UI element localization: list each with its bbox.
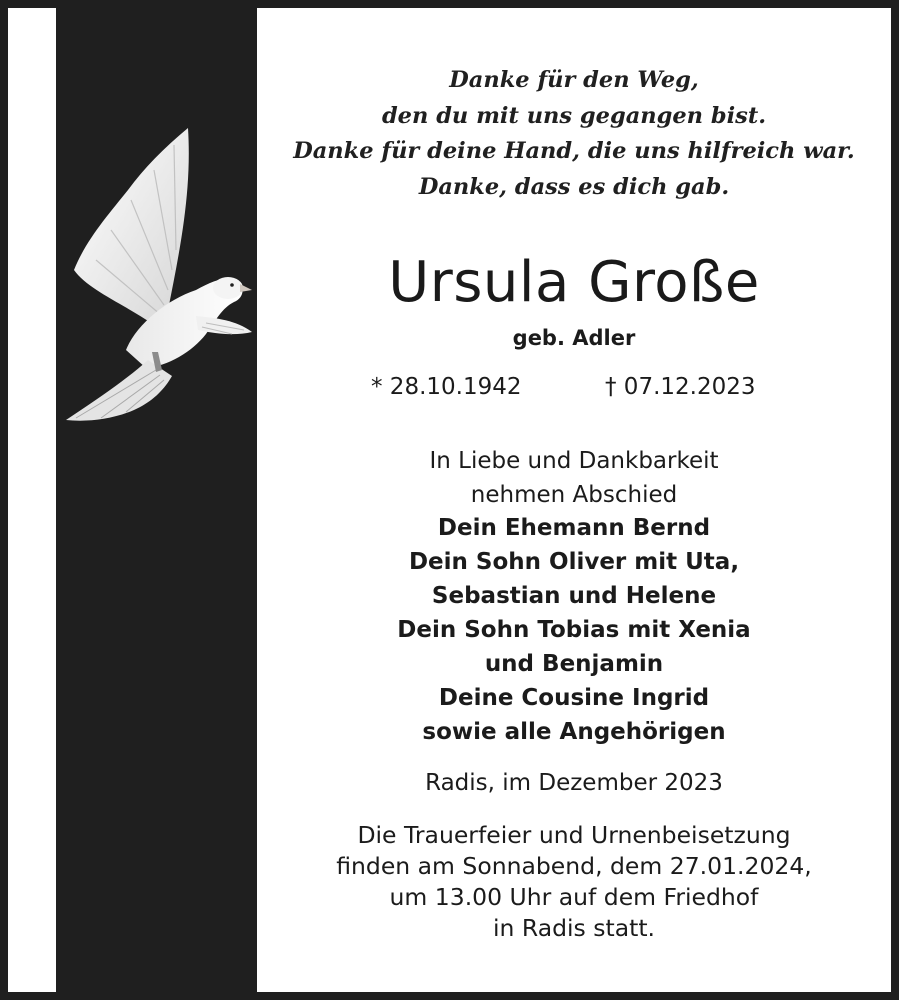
mourner-line: und Benjamin: [484, 651, 664, 677]
mourner-line: Dein Sohn Tobias mit Xenia: [397, 617, 751, 643]
poem: [257, 63, 891, 205]
farewell-line: nehmen Abschied: [470, 482, 678, 508]
maiden-name: geb. Adler: [512, 326, 636, 350]
farewell-line: In Liebe und Dankbarkeit: [429, 448, 719, 474]
poem-line: Danke für den Weg,: [449, 67, 699, 93]
life-dates: [367, 370, 787, 404]
mourner-line: Dein Sohn Oliver mit Uta,: [408, 549, 740, 575]
white-dove-image: [56, 120, 257, 430]
service-line: um 13.00 Uhr auf dem Friedhof: [389, 883, 759, 911]
mourners-list: [257, 511, 891, 749]
service-line: in Radis statt.: [492, 914, 656, 942]
poem-line: Danke für deine Hand, die uns hilfreich war.: [293, 138, 855, 164]
poem-line: Danke, dass es dich gab.: [418, 173, 730, 200]
left-margin-strip: [8, 8, 56, 992]
place-and-date: Radis, im Dezember 2023: [425, 770, 723, 796]
birth-date: * 28.10.1942: [371, 374, 522, 400]
service-info: [257, 820, 891, 944]
death-date: † 07.12.2023: [605, 374, 756, 400]
mourner-line: Deine Cousine Ingrid: [438, 685, 710, 711]
mourner-line: Sebastian und Helene: [431, 583, 717, 609]
mourner-line: Dein Ehemann Bernd: [437, 515, 711, 541]
service-line: Die Trauerfeier und Urnenbeisetzung: [357, 821, 791, 849]
poem-line: den du mit uns gegangen bist.: [381, 102, 767, 129]
obituary-content: [257, 8, 891, 992]
mourner-line: sowie alle Angehörigen: [422, 719, 726, 745]
service-line: finden am Sonnabend, dem 27.01.2024,: [336, 852, 812, 880]
farewell-text: [257, 444, 891, 512]
deceased-name: Ursula Große: [388, 250, 760, 315]
